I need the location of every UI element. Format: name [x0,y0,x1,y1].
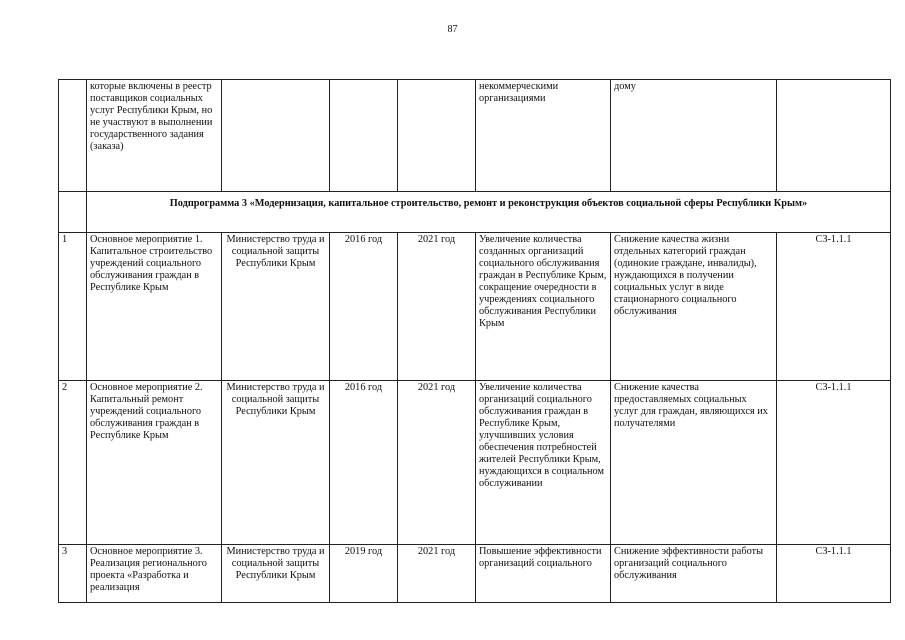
page-number: 87 [447,24,458,35]
activity-cell: Основное мероприятие 1. Капитальное строительство учреждений социального обслуживания граждан в Республике Крым [87,233,222,381]
table-row [59,545,891,603]
indicator-cell: СЗ-1.1.1 [777,233,891,381]
num-cell: 1 [59,233,87,381]
executor-cell [222,80,330,192]
result-cell: некоммерческими организациями [476,80,611,192]
result-cell: Повышение эффективности организаций социального [476,545,611,603]
activity-cell: Основное мероприятие 2. Капитальный ремонт учреждений социального обслуживания граждан в Республике Крым [87,381,222,545]
activity-cell: которые включены в реестр поставщиков социальных услуг Республики Крым, но не участвуют в выполнении государственного задания (заказа) [87,80,222,192]
executor-cell: Министерство труда и социальной защиты Республики Крым [222,233,330,381]
result-cell: Увеличение количества созданных организаций социального обслуживания граждан в Республике Крым, сокращение очередности в учреждениях социального обслуживания Республики Крым [476,233,611,381]
subprogram-title: Подпрограмма 3 «Модернизация, капитальное строительство, ремонт и реконструкция объектов социальной сферы Республики Крым» [87,192,891,233]
executor-cell: Министерство труда и социальной защиты Республики Крым [222,545,330,603]
continuation-row [59,80,891,192]
start-cell: 2016 год [330,381,398,545]
executor-cell: Министерство труда и социальной защиты Республики Крым [222,381,330,545]
indicator-cell: СЗ-1.1.1 [777,545,891,603]
num-cell [59,192,87,233]
num-cell: 2 [59,381,87,545]
end-cell [398,80,476,192]
result-cell: Увеличение количества организаций социального обслуживания граждан в Республике Крым, улучшивших условия обеспечения потребностей жителей Республики Крым, нуждающихся в социальном обслуживании [476,381,611,545]
num-cell [59,80,87,192]
consequence-cell: Снижение качества предоставляемых социальных услуг для граждан, являющихся их получателями [611,381,777,545]
activity-cell: Основное мероприятие 3. Реализация регионального проекта «Разработка и реализация [87,545,222,603]
start-cell [330,80,398,192]
indicator-cell: СЗ-1.1.1 [777,381,891,545]
indicator-cell [777,80,891,192]
consequence-cell: Снижение эффективности работы организаций социального обслуживания [611,545,777,603]
consequence-cell: дому [611,80,777,192]
end-cell: 2021 год [398,545,476,603]
program-table [58,79,891,603]
table-row [59,233,891,381]
end-cell: 2021 год [398,233,476,381]
subprogram-row [59,192,891,233]
start-cell: 2019 год [330,545,398,603]
num-cell: 3 [59,545,87,603]
end-cell: 2021 год [398,381,476,545]
start-cell: 2016 год [330,233,398,381]
consequence-cell: Снижение качества жизни отдельных категорий граждан (одинокие граждане, инвалиды), нуждающихся в получении социальных услуг в виде стационарного социального обслуживания [611,233,777,381]
table-row [59,381,891,545]
